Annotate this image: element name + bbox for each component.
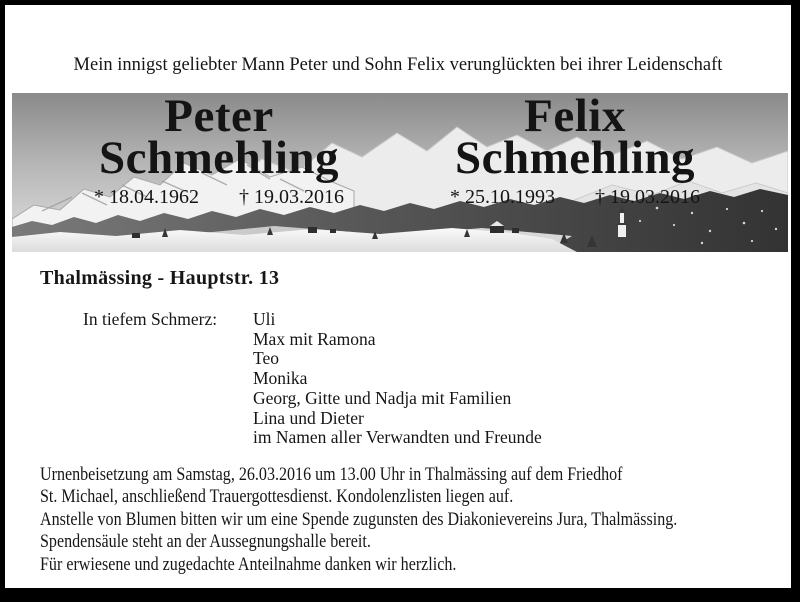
mourner-name: Georg, Gitte und Nadja mit Familien — [253, 387, 512, 408]
death-date: † 19.03.2016 — [595, 186, 700, 208]
deceased-block-felix — [365, 95, 785, 208]
deceased-last-name: Schmehling — [98, 132, 340, 184]
funeral-details-line: St. Michael, anschließend Trauergottesdienst. Kondolenzlisten liegen auf. — [40, 486, 514, 508]
mourner-name: Monika — [253, 368, 308, 389]
deceased-last-name: Schmehling — [454, 132, 696, 184]
deceased-dates — [12, 186, 426, 208]
mourner-name: im Namen aller Verwandten und Freunde — [253, 427, 542, 448]
mourner-name: Teo — [253, 348, 279, 369]
deceased-first-name: Peter — [164, 93, 274, 142]
mourning-label: In tiefem Schmerz: — [83, 309, 218, 329]
intro-line: Mein innigst geliebter Mann Peter und Sohn Felix verunglückten bei ihrer Leidenschaft — [73, 55, 723, 75]
birth-date: * 18.04.1962 — [94, 186, 199, 208]
funeral-details-line: Spendensäule steht an der Aussegnungshalle bereit. — [40, 531, 371, 553]
memorial-photo — [12, 93, 788, 252]
address-heading: Thalmässing - Hauptstr. 13 — [40, 267, 280, 289]
birth-date: * 25.10.1993 — [450, 186, 555, 208]
funeral-details-line: Anstelle von Blumen bitten wir um eine Spende zugunsten des Diakonievereins Jura, Thalmässing. — [40, 508, 678, 530]
deceased-dates — [365, 186, 785, 208]
mourners-list — [253, 310, 542, 448]
deceased-block-peter — [12, 95, 426, 208]
mourner-name: Uli — [253, 309, 276, 329]
deceased-first-name: Felix — [524, 93, 626, 142]
funeral-details — [40, 464, 784, 576]
funeral-details-line: Für erwiesene und zugedachte Anteilnahme danken wir herzlich. — [40, 553, 457, 575]
mourner-name: Max mit Ramona — [253, 328, 376, 349]
mourner-name: Lina und Dieter — [253, 407, 364, 428]
death-date: † 19.03.2016 — [239, 186, 344, 208]
funeral-details-line: Urnenbeisetzung am Samstag, 26.03.2016 um 13.00 Uhr in Thalmässing auf dem Friedhof — [40, 464, 623, 485]
